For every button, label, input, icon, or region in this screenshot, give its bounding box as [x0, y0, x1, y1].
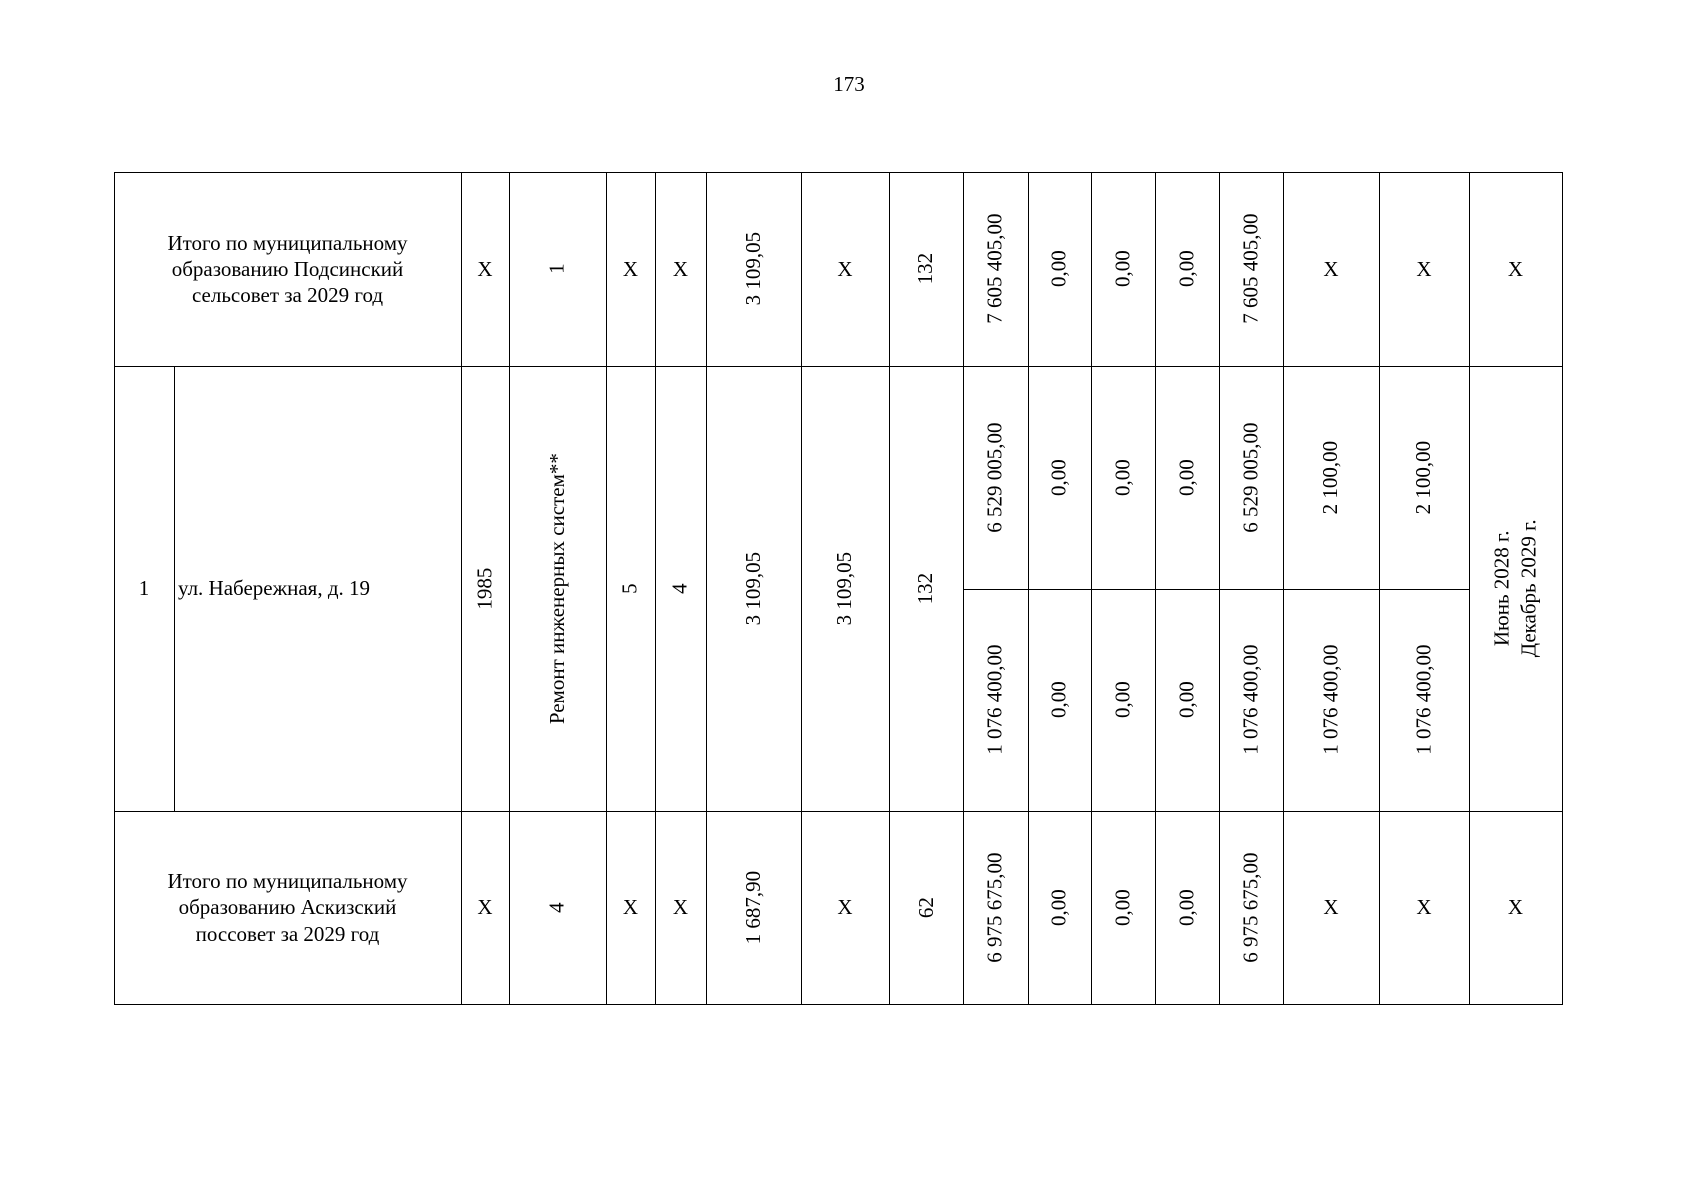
max-unit-cost: 1 076 400,00 [1411, 644, 1436, 756]
cost-total: 1 076 400,00 [982, 644, 1007, 756]
cell: X [1416, 895, 1432, 920]
year-built: 1985 [472, 567, 497, 610]
cell: X [837, 256, 853, 281]
cell: 0,00 [1174, 889, 1199, 926]
cost-region: 0,00 [1110, 459, 1135, 496]
cell: X [1323, 895, 1339, 920]
unit-cost: 2 100,00 [1318, 440, 1343, 515]
work-type: Ремонт инженерных систем** [544, 452, 569, 725]
cell: X [477, 895, 493, 920]
cell: 62 [913, 896, 938, 918]
entrances: 4 [667, 583, 692, 594]
area-living: 3 109,05 [832, 551, 857, 626]
cell: 0,00 [1046, 889, 1071, 926]
cost-region: 0,00 [1110, 681, 1135, 719]
cell: X [1507, 256, 1524, 281]
cell: 0,00 [1174, 250, 1199, 288]
cell: 1 687,90 [740, 870, 765, 945]
cell: 6 975 675,00 [1238, 852, 1263, 963]
cell: X [1507, 895, 1524, 920]
cell: X [837, 895, 853, 920]
address: ул. Набережная, д. 19 [178, 576, 371, 601]
period-start: Июнь 2028 г. [1489, 530, 1514, 647]
row-number: 1 [138, 576, 150, 601]
cell: 132 [913, 253, 938, 285]
cell: X [672, 895, 689, 920]
cost-owners: 1 076 400,00 [1238, 644, 1263, 756]
cost-owners: 6 529 005,00 [1238, 422, 1263, 533]
cost-fund: 0,00 [1046, 459, 1071, 496]
cell: 1 [544, 263, 569, 275]
row-title: Итого по муниципальному образованию Аскизский поссовет за 2029 год [167, 869, 408, 946]
area-total: 3 109,05 [740, 551, 765, 626]
floors: 5 [617, 583, 642, 594]
cell: X [622, 895, 639, 920]
cell: X [622, 256, 639, 281]
page-number: 173 [833, 72, 865, 96]
cell: 0,00 [1046, 250, 1071, 288]
cell: 4 [544, 902, 569, 913]
cell: 3 109,05 [740, 232, 765, 306]
residents: 132 [913, 572, 938, 605]
cost-local: 0,00 [1174, 459, 1199, 496]
cell: X [672, 256, 689, 281]
cell: 7 605 405,00 [982, 213, 1007, 325]
max-unit-cost: 2 100,00 [1411, 440, 1436, 515]
row-title: Итого по муниципальному образованию Подсинский сельсовет за 2029 год [167, 230, 408, 308]
cell: X [477, 256, 493, 281]
cost-fund: 0,00 [1046, 681, 1071, 719]
cost-total: 6 529 005,00 [982, 422, 1007, 533]
unit-cost: 1 076 400,00 [1318, 644, 1343, 756]
cell: 0,00 [1110, 250, 1135, 288]
work-period [1488, 520, 1543, 658]
cell: X [1323, 256, 1339, 281]
cell: 7 605 405,00 [1238, 213, 1263, 325]
period-end: Декабрь 2029 г. [1516, 519, 1541, 658]
cell: X [1416, 256, 1432, 281]
cell: 0,00 [1110, 889, 1135, 926]
cell: 6 975 675,00 [982, 852, 1007, 963]
cost-local: 0,00 [1174, 681, 1199, 719]
